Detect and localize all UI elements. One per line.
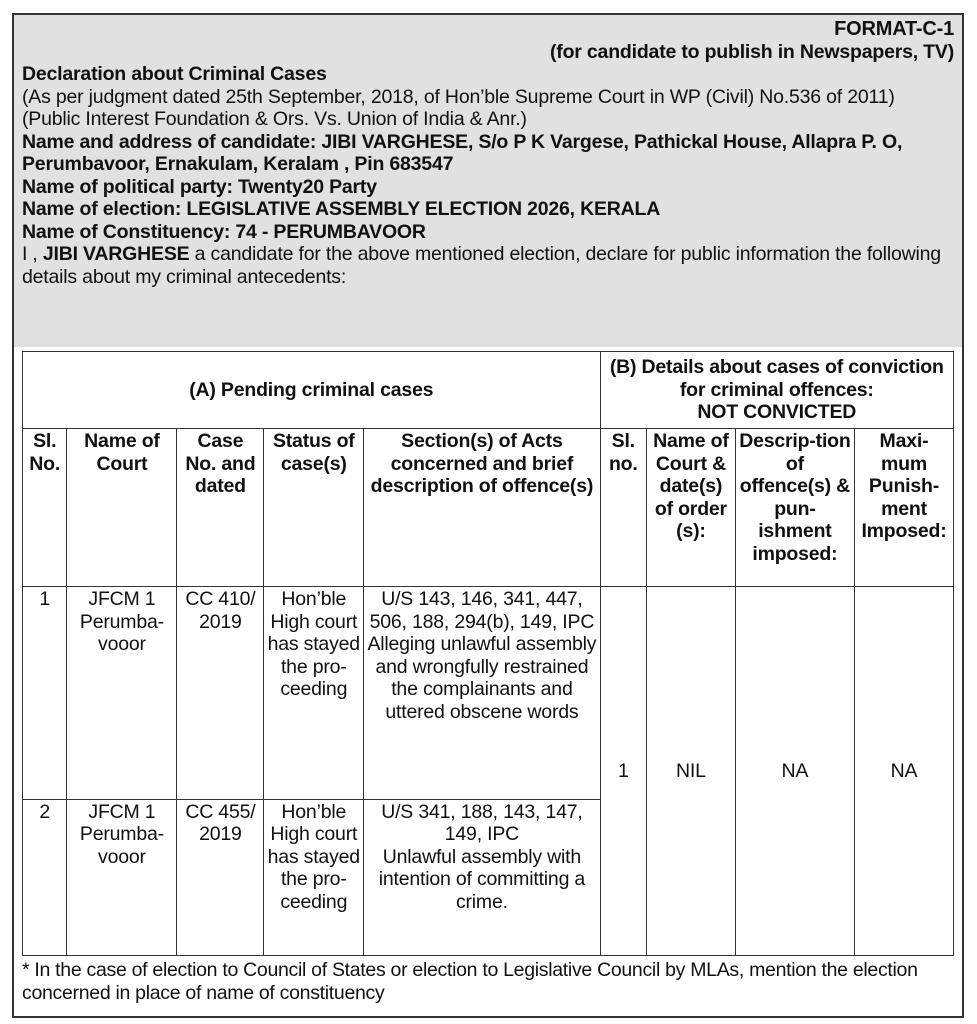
- section-b-title: [600, 352, 953, 429]
- section-a-title: (A) Pending criminal cases: [23, 352, 601, 429]
- candidate-label: Name and address of candidate:: [22, 130, 317, 153]
- col-header-sections: Section(s) of Acts concerned and brief description of offence(s): [364, 429, 600, 587]
- declaration-form: [12, 13, 964, 1018]
- case-sections-text: U/S 341, 188, 143, 147, 149, IPC: [381, 800, 583, 846]
- section-title-row: [23, 352, 954, 429]
- constituency-value: 74 - PERUMBAVOOR: [235, 220, 426, 243]
- conviction-sl: 1: [600, 587, 646, 956]
- party-line: [22, 176, 954, 199]
- party-value: Twenty20 Party: [238, 175, 377, 198]
- col-header-sl-b: Sl. no.: [600, 429, 646, 587]
- form-subtitle: (for candidate to publish in Newspapers, TV): [550, 40, 954, 63]
- conviction-punishment: NA: [854, 587, 953, 956]
- case-number: CC 410/ 2019: [177, 587, 264, 799]
- conviction-description: NA: [735, 587, 854, 956]
- election-label: Name of election:: [22, 198, 182, 220]
- col-header-punishment: Maxi-mum Punish-ment Imposed:: [854, 429, 953, 587]
- declaration-text: a candidate for the above mentioned election, declare for public information the following details about my criminal antecedents:: [22, 243, 941, 288]
- footnote: * In the case of election to Council of States or election to Legislative Council by MLAs, mention the election concerned in place of name of constituency: [22, 959, 918, 1004]
- col-header-description-b: Descrip-tion of offence(s) & pun-ishment imposed:: [735, 429, 854, 587]
- case-sections-text: U/S 143, 146, 341, 447, 506, 188, 294(b), 149, IPC: [369, 588, 595, 633]
- judgment-reference: (As per judgment dated 25th September, 2018, of Hon’ble Supreme Court in WP (Civil) No.536 of 2011) (Public Interest Foundation & Ors. Vs. Union of India & Anr.): [22, 85, 895, 130]
- col-header-status: Status of case(s): [264, 429, 364, 587]
- declaration-name: JIBI VARGHESE: [42, 243, 190, 265]
- column-header-row: [23, 429, 954, 587]
- case-court: JFCM 1 Perumba-vooor: [67, 799, 177, 955]
- col-header-court-a: Name of Court: [67, 429, 177, 587]
- col-header-sl-a: Sl. No.: [23, 429, 67, 587]
- election-value: LEGISLATIVE ASSEMBLY ELECTION 2026, KERALA: [186, 198, 661, 220]
- case-sections: [364, 799, 600, 955]
- conviction-court: NIL: [647, 587, 736, 956]
- constituency-label: Name of Constituency:: [22, 220, 231, 243]
- case-description: Alleging unlawful assembly and wrongfully restrained the complainants and uttered obscene words: [367, 633, 597, 723]
- case-sl: 2: [23, 799, 67, 955]
- case-status: Hon’ble High court has stayed the pro-ceeding: [264, 799, 364, 955]
- criminal-cases-table: [22, 351, 954, 956]
- constituency-line: [22, 221, 954, 244]
- format-label: FORMAT-C-1: [834, 18, 954, 40]
- candidate-line: [22, 131, 954, 176]
- col-header-court-b: Name of Court & date(s) of order (s):: [647, 429, 736, 587]
- case-sections: [364, 587, 600, 799]
- case-sl: 1: [23, 587, 67, 799]
- declaration-paragraph: [22, 243, 954, 288]
- case-court: JFCM 1 Perumba-vooor: [67, 587, 177, 799]
- form-header: [14, 15, 962, 347]
- col-header-case-no: Case No. and dated: [177, 429, 264, 587]
- candidate-value: JIBI VARGHESE, S/o P K Vargese, Pathickal House, Allapra P. O, Perumbavoor, Ernakulam, Keralam , Pin 683547: [22, 130, 903, 175]
- table-row: [23, 587, 954, 799]
- party-label: Name of political party:: [22, 175, 233, 198]
- form-title: Declaration about Criminal Cases: [22, 63, 327, 85]
- conviction-status: NOT CONVICTED: [697, 401, 857, 424]
- section-b-heading: (B) Details about cases of conviction for criminal offences:: [609, 356, 944, 401]
- declaration-prefix: I ,: [22, 243, 38, 265]
- case-status: Hon’ble High court has stayed the pro-ceeding: [264, 587, 364, 799]
- case-number: CC 455/ 2019: [177, 799, 264, 955]
- election-line: [22, 198, 954, 221]
- case-description: Unlawful assembly with intention of committing a crime.: [378, 845, 586, 913]
